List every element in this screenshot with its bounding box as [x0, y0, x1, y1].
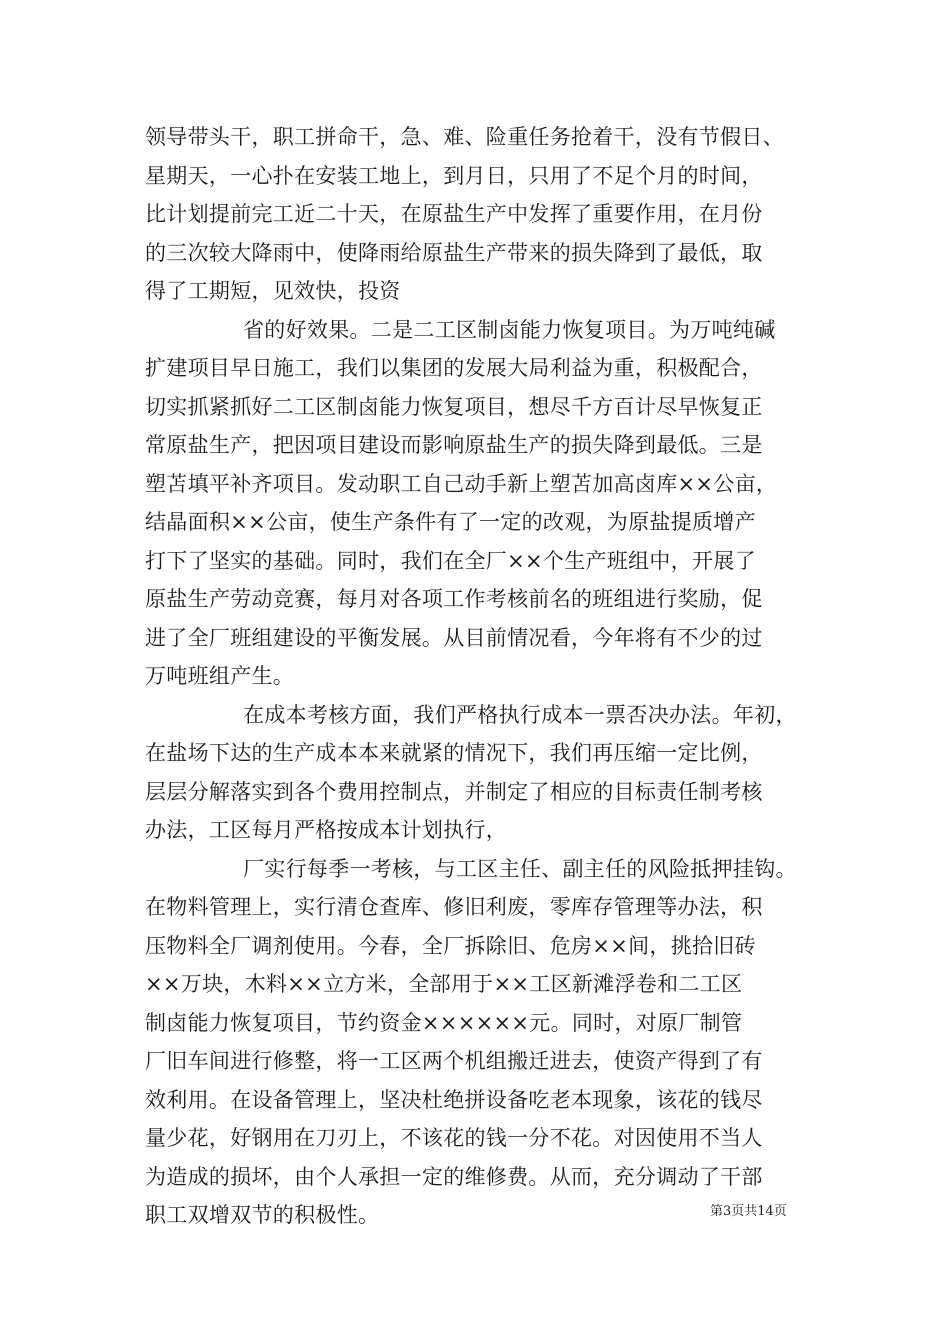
text-line-indented: 在成本考核方面，我们严格执行成本一票否决办法。年初， — [243, 702, 797, 727]
text-line: 塑苫填平补齐项目。发动职工自己动手新上塑苫加高卤库××公亩， — [145, 471, 778, 496]
paragraph-3 — [145, 696, 835, 850]
text-line: 办法，工区每月严格按成本计划执行， — [145, 818, 508, 842]
text-line: 结晶面积××公亩，使生产条件有了一定的改观，为原盐提质增产 — [145, 510, 756, 534]
text-line: 在物料管理上，实行清仓查库、修旧利废，零库存管理等办法，积 — [145, 895, 763, 919]
text-line-indented: 厂实行每季一考核，与工区主任、副主任的风险抵押挂钩。 — [243, 856, 797, 881]
text-line: 层层分解落实到各个费用控制点，并制定了相应的目标责任制考核 — [145, 779, 763, 804]
paragraph-4 — [145, 850, 835, 1235]
text-line: 万吨班组产生。 — [145, 664, 295, 688]
text-line: 得了工期短，见效快，投资 — [145, 279, 401, 303]
text-line: 进了全厂班组建设的平衡发展。从目前情况看，今年将有不少的过 — [145, 625, 763, 650]
text-line: 领导带头干，职工拼命干，急、难、险重任务抢着干，没有节假日、 — [145, 125, 784, 149]
text-line: ××万块，木料××立方米，全部用于××工区新滩浮卷和二工区 — [145, 972, 743, 996]
paragraph-2 — [145, 311, 835, 696]
text-line: 原盐生产劳动竞赛，每月对各项工作考核前名的班组进行奖励，促 — [145, 587, 763, 611]
text-line: 为造成的损坏，由个人承担一定的维修费。从而，充分调动了干部 — [145, 1164, 763, 1189]
text-line: 量少花，好钢用在刀刃上，不该花的钱一分不花。对因使用不当人 — [145, 1126, 763, 1150]
text-line: 星期天，一心扑在安装工地上，到月日，只用了不足个月的时间， — [145, 163, 763, 188]
text-line: 压物料全厂调剂使用。今春，全厂拆除旧、危房××间，挑拾旧砖 — [145, 933, 756, 958]
text-line: 在盐场下达的生产成本本来就紧的情况下，我们再压缩一定比例， — [145, 741, 763, 765]
text-line: 打下了坚实的基础。同时，我们在全厂××个生产班组中，开展了 — [145, 548, 756, 573]
text-line: 常原盐生产，把因项目建设而影响原盐生产的损失降到最低。三是 — [145, 433, 763, 457]
text-line: 切实抓紧抓好二工区制卤能力恢复项目，想尽千方百计尽早恢复正 — [145, 394, 763, 419]
text-line: 厂旧车间进行修整，将一工区两个机组搬迁进去，使资产得到了有 — [145, 1049, 763, 1073]
page-number-footer: 第3页共14页 — [710, 1204, 787, 1219]
text-line-indented: 省的好效果。二是二工区制卤能力恢复项目。为万吨纯碱 — [243, 317, 776, 342]
text-line: 职工双增双节的积极性。 — [145, 1203, 380, 1227]
paragraph-1 — [145, 118, 835, 311]
text-line: 效利用。在设备管理上，坚决杜绝拼设备吃老本现象，该花的钱尽 — [145, 1087, 763, 1112]
text-line: 的三次较大降雨中，使降雨给原盐生产带来的损失降到了最低，取 — [145, 240, 763, 265]
document-body — [145, 118, 835, 1235]
text-line: 比计划提前完工近二十天，在原盐生产中发挥了重要作用，在月份 — [145, 202, 763, 226]
text-line: 扩建项目早日施工，我们以集团的发展大局利益为重，积极配合， — [145, 356, 763, 380]
text-line: 制卤能力恢复项目，节约资金××××××元。同时，对原厂制管 — [145, 1010, 743, 1035]
